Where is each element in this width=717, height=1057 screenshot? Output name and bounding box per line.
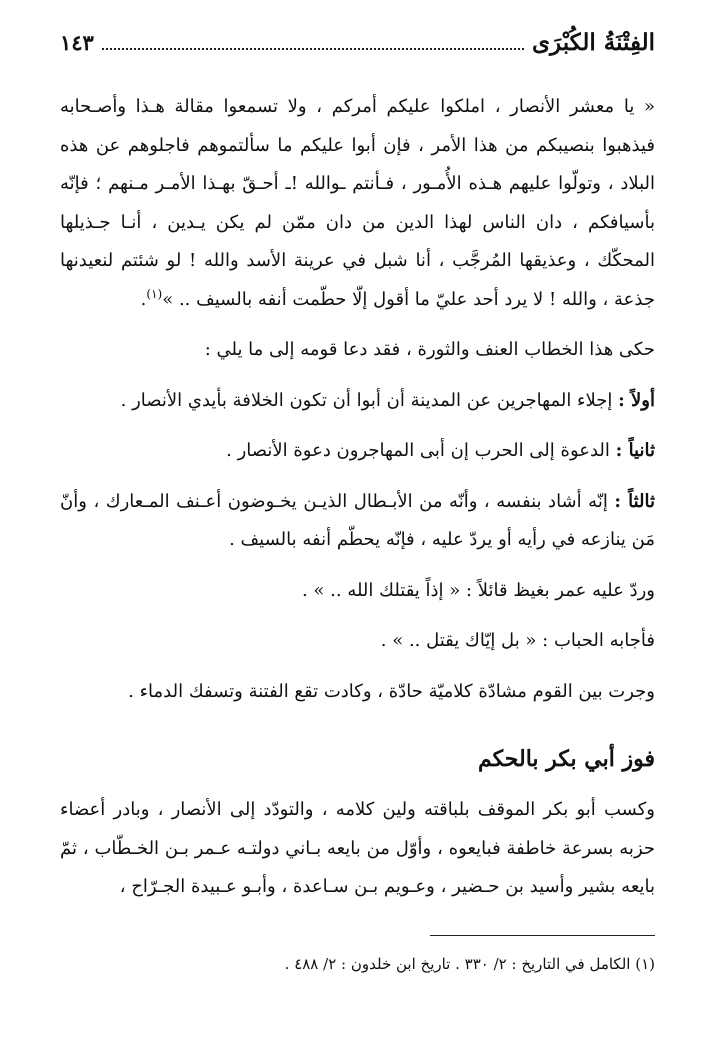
- intro-paragraph: حكى هذا الخطاب العنف والثورة ، فقد دعا قومه إلى ما يلي :: [204, 339, 655, 360]
- book-title: الفِتْنَةُ الكُبْرَى: [532, 28, 655, 56]
- quote-text: « يا معشر الأنصار ، املكوا عليكم أمركم ، ولا تسمعوا مقالة هـذا وأصـحابه فيذهبوا بنصيبكم من هذا الأمر ، فإن أبوا عليكم ما سألتموهم فاجلوهم عن هذه البلاد ، وتولّوا عليهم هـذه الأُمـور ، فـأنتم ـوالله !ـ أحـقّ بهـذا الأمـر مـنهم ؛ فإنّه بأسيافكم ، دان الناس لهذا الدين من دان ممّن لم يكن يـدين ، أنـا جـذيلها المحكّك ، وعذيقها المُرجَّب ، أنا شبل في عرينة الأسد والله ! لو شئتم لنعيدنها جذعة ، والله ! لا يرد أحد عليّ ما أقول إلّا حطّمت أنفه بالسيف .. »: [60, 96, 655, 310]
- dispute-paragraph: وجرت بين القوم مشادّة كلاميّة حادّة ، وكادت تقع الفتنة وتسفك الدماء .: [128, 680, 655, 702]
- point-first-label: أولاً :: [618, 389, 655, 411]
- point-second-label: ثانياً :: [615, 440, 655, 461]
- point-third-label: ثالثاً :: [614, 490, 655, 512]
- section-heading: فوز أبي بكر بالحكم: [478, 746, 655, 772]
- point-third-text: إنّه أشاد بنفسه ، وأنّه من الأبـطال الذيـن يخـوضون أعـنف المـعارك ، وأنّ مَن ينازعه في رأيه أو يردّ عليه ، فإنّه يحطّم أنفه بالسيف .: [60, 490, 655, 550]
- quote-paragraph: « يا معشر الأنصار ، املكوا عليكم أمركم ، ولا تسمعوا مقالة هـذا وأصـحابه فيذهبوا بنصيبكم من هذا الأمر ، فإن أبوا عليكم ما سألتموهم فاجلوهم عن هذه البلاد ، وتولّوا عليهم هـذه الأُمـور ، فـأنتم ـوالله !ـ أحـقّ بهـذا الأمـر مـنهم ؛ فإنّه بأسيافكم ، دان الناس لهذا الدين من دان ممّن لم يكن يـدين ، أنـا جـذيلها المحكّك ، وعذيقها المُرجَّب ، أنا شبل في عرينة الأسد والله ! لو شئتم لنعيدنها جذعة ، والله ! لا يرد أحد عليّ ما أقول إلّا حطّمت أنفه بالسيف .. »$^{(١)}$.: [60, 96, 655, 310]
- point-first: [60, 382, 655, 421]
- running-header: [60, 22, 655, 62]
- umar-reply-paragraph: وردّ عليه عمر بغيظ قائلاً : « إذاً يقتلك الله .. » .: [301, 579, 655, 601]
- footnote-reference: (١): [146, 286, 163, 301]
- footnote: (١) الكامل في التاريخ : ٢/ ٣٣٠ . تاريخ ابن خلدون : ٢/ ٤٨٨ .: [284, 955, 655, 973]
- page-number: ١٤٣: [60, 29, 94, 55]
- point-third: [60, 483, 655, 560]
- point-second: [60, 432, 655, 471]
- point-first-text: إجلاء المهاجرين عن المدينة أن أبوا أن تكون الخلافة بأيدي الأنصار .: [120, 389, 613, 411]
- hubab-reply-paragraph: فأجابه الحباب : « بل إيّاك يقتل .. » .: [380, 630, 655, 651]
- point-second-text: الدعوة إلى الحرب إن أبى المهاجرون دعوة الأنصار .: [226, 440, 610, 461]
- main-text: [60, 88, 655, 907]
- header-leader-dots: [102, 34, 524, 50]
- footnote-divider: [430, 935, 655, 936]
- section-paragraph: وكسب أبو بكر الموقف بلباقته ولين كلامه ، والتودّد إلى الأنصار ، وبادر أعضاء حزبه بسرعة خاطفة فبايعوه ، وأوّل من بايعه بـاني دولتـه عـمر بـن الخـطّاب ، ثمّ بايعه بشير وأسيد بن حـضير ، وعـويم بـن سـاعدة ، وأبـو عـبيدة الجـرّاح ،: [60, 799, 655, 897]
